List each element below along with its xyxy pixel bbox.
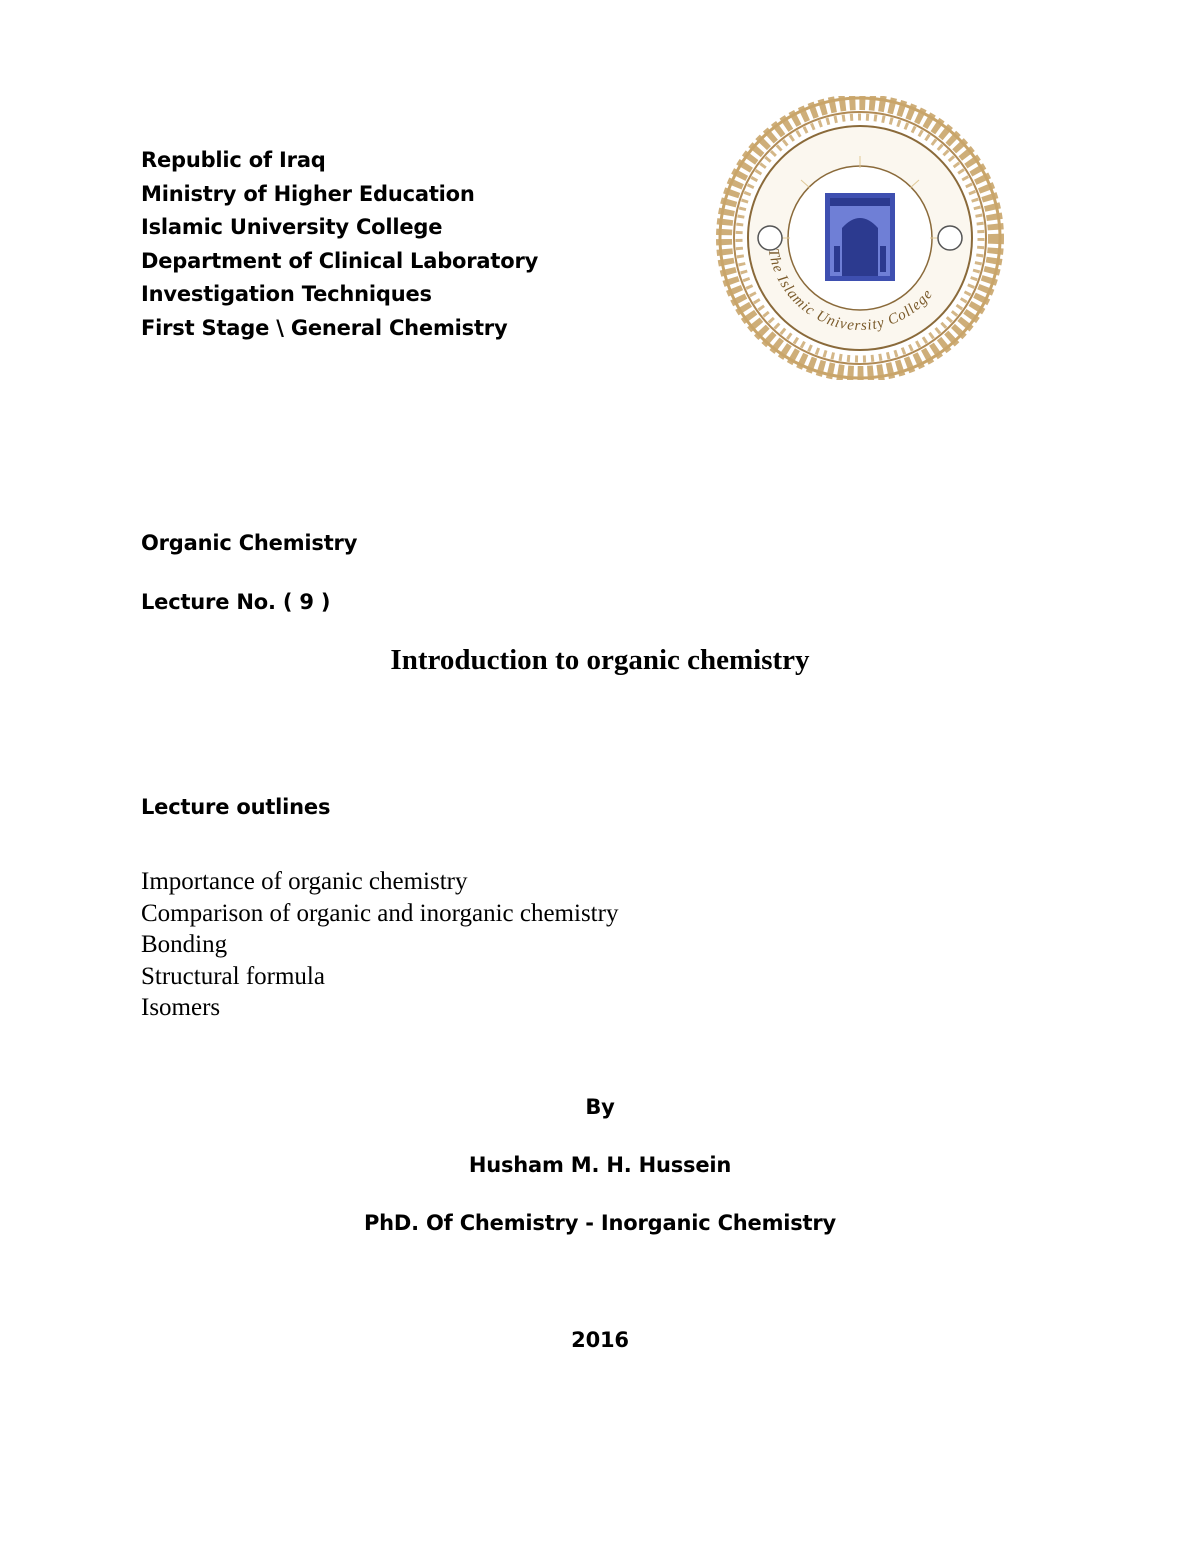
header-line-ministry: Ministry of Higher Education bbox=[141, 181, 475, 206]
svg-text:The Islamic University College: The Islamic University College bbox=[764, 247, 937, 335]
list-item: Bonding bbox=[141, 931, 228, 958]
lecture-number: Lecture No. ( 9 ) bbox=[141, 590, 331, 614]
header-line-stage: First Stage \ General Chemistry bbox=[141, 315, 508, 340]
publication-year: 2016 bbox=[571, 1328, 629, 1352]
author-degree: PhD. Of Chemistry - Inorganic Chemistry bbox=[363, 1211, 837, 1235]
header-line-department: Department of Clinical Laboratory bbox=[141, 248, 539, 273]
institution-header bbox=[141, 144, 538, 346]
header-line-department-cont: Investigation Techniques bbox=[141, 282, 432, 307]
by-label: By bbox=[585, 1095, 615, 1119]
header-line-college: Islamic University College bbox=[141, 215, 443, 240]
list-item: Structural formula bbox=[141, 962, 325, 990]
list-item: Importance of organic chemistry bbox=[141, 868, 468, 895]
university-seal-icon bbox=[714, 96, 1006, 380]
outline-list bbox=[141, 866, 618, 1024]
author-name: Husham M. H. Hussein bbox=[468, 1153, 732, 1177]
outline-heading: Lecture outlines bbox=[141, 795, 331, 819]
lecture-title: Introduction to organic chemistry bbox=[390, 644, 810, 676]
header-line-country: Republic of Iraq bbox=[141, 148, 326, 172]
list-item: Comparison of organic and inorganic chemistry bbox=[141, 899, 619, 927]
subject-label: Organic Chemistry bbox=[141, 531, 358, 555]
list-item: Isomers bbox=[141, 994, 221, 1021]
